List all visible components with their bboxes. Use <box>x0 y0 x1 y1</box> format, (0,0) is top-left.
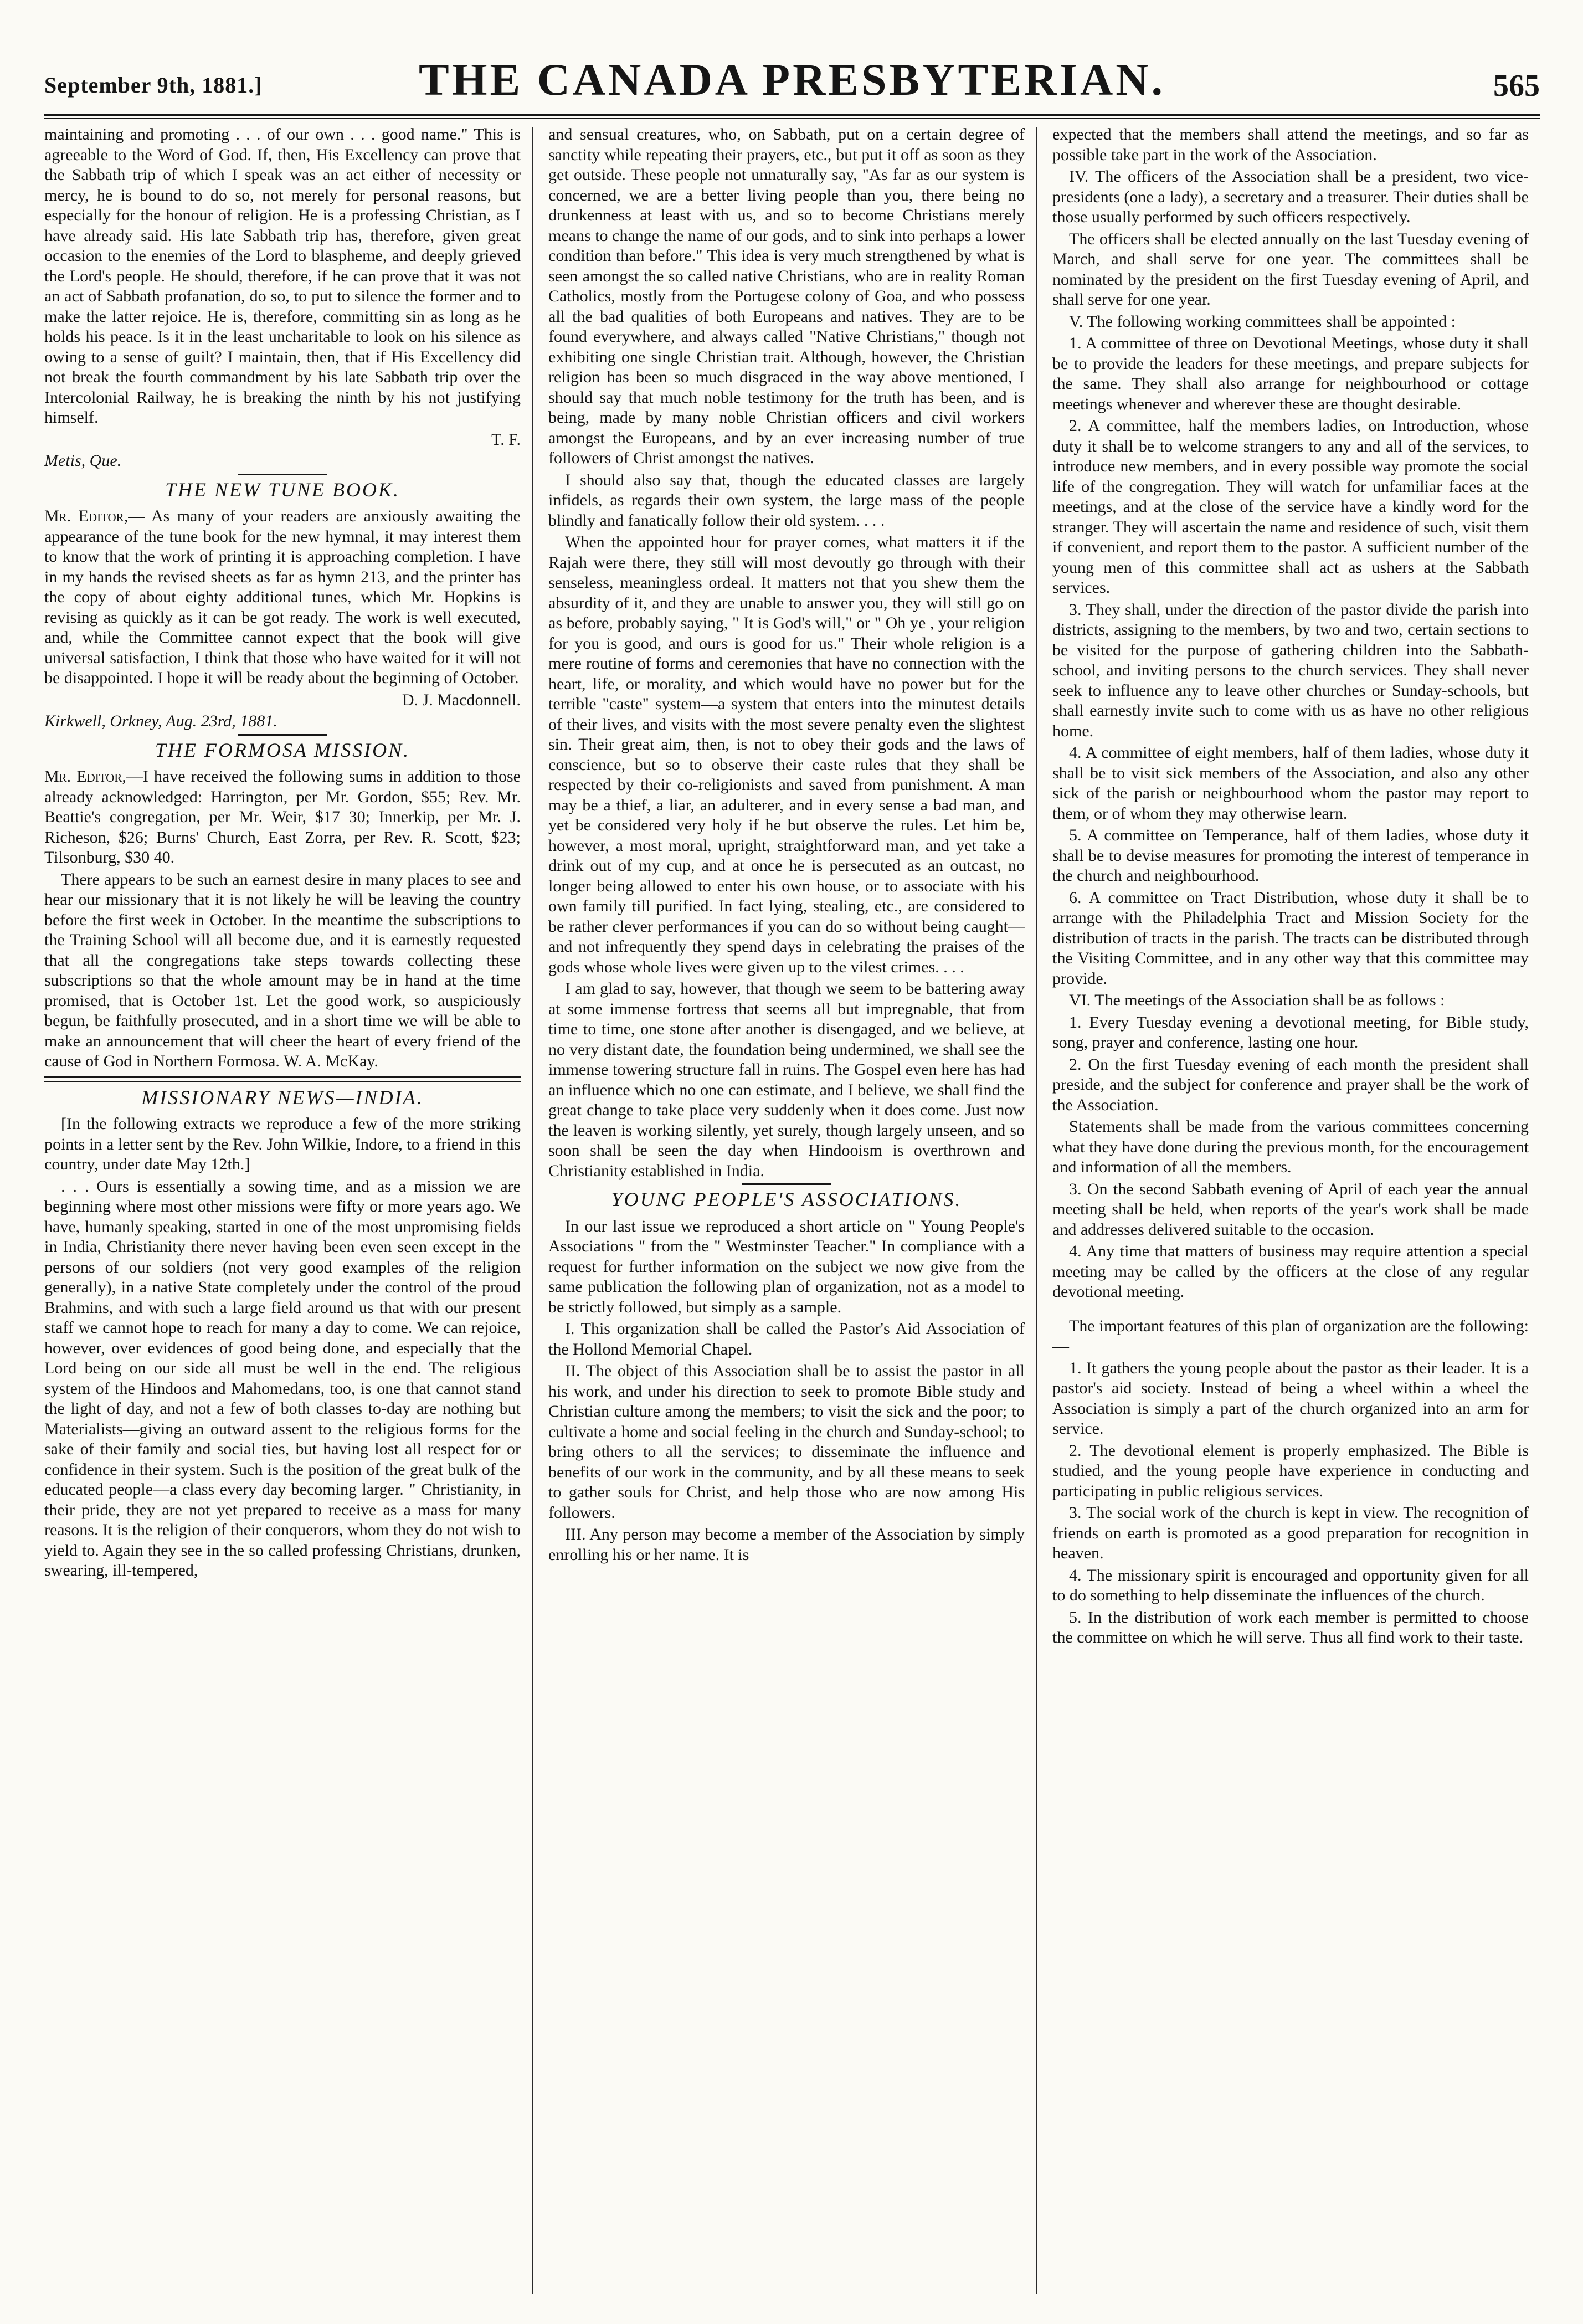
issue-date: September 9th, 1881.] <box>44 73 263 98</box>
india-paragraph-3: When the appointed hour for prayer comes, what matters it if the Rajah were there, they still will most devoutly go through with their senseless, meaningless ordeal. It matters not that you shew them the absurdity of it, and they are unable to answer you, they will still go on as before, probably saying, " It is God's will," or " Oh ye , your religion for you is good, and ours is good for us." Their whole religion is a mere routine of forms and ceremonies that have no connection with the heart, life, or morality, and which would have no power but for the terrible "caste" system—a system that enters into the minutest details of their lives, and visits with the most severe penalty even the slightest sin. Their great aim, then, is not to obey their gods and the laws of conscience, but so to observe their caste rules that they shall be respected by their co-religionists and saved from punishment. A man may be a thief, a liar, an adulterer, and in every sense a bad man, and yet be considered very holy if he but observe the rules. Let him be, however, a most moral, upright, straightforward man, and yet take a drink out of my cup, and at once he is persecuted as an outcast, no longer being allowed to enter his own house, or to associate with his own family till purified. In fact lying, stealing, etc., are considered to be rather clever performances if you can do so without being caught—and not infrequently they spend days in celebrating the praises of the gods whose whole lives were given up to the vilest crimes. . . . <box>548 533 1025 976</box>
formosa-paragraph-2 <box>44 870 521 1072</box>
formosa-text-1: —I have received the following sums in addition to those already acknowledged: Harrington, per Mr. Gordon, $55; Rev. Mr. Beattie's congregation, per Mr. Weir, $17 30; Innerkip, per Mr. J. Richeson, $26; Burns' Church, East Zorra, per Rev. R. Scott, $23; Tilsonburg, $30 40. <box>44 767 521 866</box>
tune-book-lead: Mr. Editor, <box>44 507 129 525</box>
letter-tf-signature: T. F. <box>491 430 521 449</box>
letter-tf-paragraph: maintaining and promoting . . . of our own . . . good name." This is agreeable to the Word of God. If, then, His Excellency can prove that the Sabbath trip of which I speak was an act either of necessity or mercy, he is bound to do so, not merely for personal reasons, but especially for the honour of religion. He is a professing Christian, as I have already said. His late Sabbath trip has, therefore, given great occasion to the enemies of the Lord to blaspheme, and deeply grieved the Lord's people. He should, therefore, if he can prove that it was not an act of Sabbath profanation, do so, to put to silence the former and to make the latter rejoice. He is, therefore, committing sin as long as he holds his peace. Is it in the least uncharitable to look on his silence as owing to a sense of guilt? I maintain, then, that if His Excellency did not break the fourth commandment by his late Sabbath trip over the Intercolonial Railway, he is breaking the ninth by his not justifying himself. <box>44 125 521 427</box>
masthead <box>44 47 1540 108</box>
letter-tf-signature-row <box>44 430 521 450</box>
meeting-item: 3. On the second Sabbath evening of April of each year the annual meeting shall be held, when reports of the year's work shall be made and addresses delivered suitable to the occasion. <box>1052 1179 1529 1239</box>
formosa-signature: W. A. McKay. <box>283 1052 378 1070</box>
features-intro: The important features of this plan of organization are the following:— <box>1052 1316 1529 1355</box>
feature-item: 1. It gathers the young people about the pastor as their leader. It is a pastor's aid society. Instead of being a wheel within a wheel the Association is simply a part of the church organized into an arm for service. <box>1052 1358 1529 1438</box>
column-rule-1 <box>532 127 533 2294</box>
missionary-news-intro: [In the following extracts we reproduce a few of the more striking points in a letter sent by the Rev. John Wilkie, Indore, to a friend in this country, under date May 12th.] <box>44 1115 521 1173</box>
committee-item: 4. A committee of eight members, half of them ladies, whose duty it shall be to visit sick members of the Association, and also any other sick of the parish or neighbourhood whom the pastor may report to them, or of whom they may otherwise learn. <box>1052 743 1529 823</box>
column-rule-2 <box>1036 127 1037 2294</box>
feature-item: 4. The missionary spirit is encouraged and opportunity given for all to do something to help disseminate the influences of the church. <box>1052 1566 1529 1604</box>
tune-book-text: — As many of your readers are anxiously awaiting the appearance of the tune book for the new hymnal, it may interest them to know that the work of printing it is approaching completion. I have in my hands the revised sheets as far as hymn 213, and the printer has the copy of about eighty additional tunes, which Mr. Hopkins is revising as quickly as it can be got ready. The work is well executed, and, while the Committee cannot expect that the book will give universal satisfaction, I think that those who have waited for it will not be disappointed. I hope it will be ready about the beginning of October. <box>44 507 521 687</box>
young-peoples-intro: In our last issue we reproduced a short article on " Young People's Associations " from the " Westminster Teacher." In compliance with a request for further information on the subject we now give from the same publication the following plan of organization, not as a model to be strictly followed, but simply as a sample. <box>548 1217 1025 1316</box>
section-divider <box>238 734 327 736</box>
masthead-rule-bottom <box>44 118 1540 119</box>
meeting-item: 4. Any time that matters of business may require attention a special meeting may be called by the officers at the close of any regular devotional meeting. <box>1052 1242 1529 1301</box>
page-number: 565 <box>1493 69 1540 103</box>
section-divider <box>238 474 327 475</box>
association-paragraph: The officers shall be elected annually on the last Tuesday evening of March, and shall serve for one year. The committees shall be nominated by the president on the first Tuesday evening of April, and shall serve for one year. <box>1052 229 1529 309</box>
india-paragraph-1: and sensual creatures, who, on Sabbath, put on a certain degree of sanctity while repeating their prayers, etc., but put it off as soon as they get outside. These people not unnaturally say, "As far as our system is concerned, we are a better living people than you, there being no drunkenness at least with us, and so to become Christians merely means to change the name of our gods, and to sink into perhaps a lower condition than before." This idea is very much strengthened by what is seen amongst the so called native Christians, who are in reality Roman Catholics, mostly from the Portugese colony of Goa, and who possess all the bad qualities of both Europeans and natives. They are to be found everywhere, and always called "Native Christians," though not exhibiting one single Christian trait. Although, however, the Christian religion has been so much disgraced in the way above mentioned, I should say that much noble testimony for the truth has been, and is being, made by many noble Christian officers and civil workers amongst the Europeans, and by an ever increasing number of true followers of Christ amongst the natives. <box>548 125 1025 467</box>
india-paragraph-4: I am glad to say, however, that though we seem to be battering away at some immense fortress that seems all but impregnable, that from time to time, one stone after another is disengaged, and we believe, at no very distant date, the foundation being undermined, we shall see the immense towering structure fall in ruins. The Gospel even here has had an influence which no one can estimate, and I believe, we shall find the great change to take place very suddenly when it does come. Just now the leaven is working silently, yet surely, though largely unseen, and so soon shall be seen the day when Hindooism is overthrown and Christianity established in India. <box>548 979 1025 1180</box>
formosa-lead: Mr. Editor, <box>44 767 126 786</box>
missionary-news-heading: MISSIONARY NEWS—INDIA. <box>141 1086 424 1109</box>
tune-book-signature: D. J. Macdonnell. <box>402 690 521 709</box>
young-peoples-article-1: I. This organization shall be called the Pastor's Aid Association of the Hollond Memorial Chapel. <box>548 1320 1025 1358</box>
association-paragraph: VI. The meetings of the Association shall be as follows : <box>1069 991 1445 1009</box>
young-peoples-article-3: III. Any person may become a member of the Association by simply enrolling his or her name. It is <box>548 1525 1025 1564</box>
association-paragraph: V. The following working committees shall be appointed : <box>1069 312 1456 331</box>
missionary-news-paragraph: . . . Ours is essentially a sowing time, and as a mission we are beginning where most other missions were fifty or more years ago. We have, humanly speaking, started in one of the most unpromising fields in India, Christianity there never having been even seen except in the persons of our soldiers (not very good examples of the religion generally), in a native State completely under the control of the proud Brahmins, and with such a large field around us that with our present staff we cannot hope to reach for many a day to come. We can rejoice, however, over evidences of good being done, and especially that the Lord being on our side all must be well in the end. The religious system of the Hindoos and Mahomedans, too, is one that cannot stand the light of day, and not a few of both classes to-day are nothing but Materialists—giving an outward assent to the religious forms for the sake of their family and social ties, but having lost all respect for or confidence in their system. Such is the position of the great bulk of the educated people—a class every day becoming larger. " Christianity, in their pride, they are not yet prepared to receive as a mass for many reasons. It is the religion of their conquerors, whom they do not wish to yield to. Again they see in the so called professing Christians, drunken, swearing, ill-tempered, <box>44 1177 521 1579</box>
association-paragraph: expected that the members shall attend the meetings, and so far as possible take part in the work of the Association. <box>1052 125 1529 164</box>
tune-book-paragraph <box>44 506 521 689</box>
newspaper-title: THE CANADA PRESBYTERIAN. <box>419 54 1165 105</box>
association-paragraph: IV. The officers of the Association shall be a president, two vice-presidents (one a lady), a secretary and a treasurer. Their duties shall be those usually performed by such officers respectively. <box>1052 167 1529 226</box>
section-divider-double <box>44 1076 521 1082</box>
column-3 <box>1052 125 1529 2307</box>
committee-item: 6. A committee on Tract Distribution, whose duty it shall be to arrange with the Philadelphia Tract and Mission Society for the distribution of tracts in the parish. The tracts can be distributed through the Visiting Committee, and in any other way that this committee may provide. <box>1052 888 1529 988</box>
feature-item: 2. The devotional element is properly emphasized. The Bible is studied, and the young people have experience in conducting and participating in public religious services. <box>1052 1441 1529 1500</box>
meeting-item: Statements shall be made from the various committees concerning what they have done during the previous month, for the encouragement and information of all the members. <box>1052 1117 1529 1176</box>
meeting-item: 2. On the first Tuesday evening of each month the president shall preside, and the subject for conference and prayer shall be the work of the Association. <box>1052 1055 1529 1114</box>
formosa-text-2: There appears to be such an earnest desire in many places to see and hear our missionary that it is not likely he will be leaving the country before the first week in October. In the meantime the subscriptions to the Training School will all become due, and it is earnestly requested that all the congregations take steps towards collecting these subscriptions so that the whole amount may be in hand at the time promised, that is October 1st. Let the good work, so auspiciously begun, be faithfully prosecuted, and in a short time we will be able to make an announcement that will cheer the heart of every friend of the cause of God in Northern Formosa. <box>44 870 521 1070</box>
meeting-item: 1. Every Tuesday evening a devotional meeting, for Bible study, song, prayer and conference, lasting one hour. <box>1052 1013 1529 1051</box>
column-2 <box>548 125 1025 2307</box>
committee-item: 3. They shall, under the direction of the pastor divide the parish into districts, assigning to the members, by two and two, certain sections to be visited for the purpose of gathering children into the Sabbath-school, and inviting persons to the church services. They shall never seek to influence any to leave other churches or Sunday-schools, but shall earnestly invite such to come with us as have no other religious home. <box>1052 600 1529 740</box>
section-divider <box>742 1183 831 1185</box>
committee-item: 2. A committee, half the members ladies, on Introduction, whose duty it shall be to welcome strangers to any and all of the services, to introduce new members, and in every possible way promote the social life of the congregation. They will watch for unfamiliar faces at the meetings, and at the close of the service have a kindly word for the stranger. They will ascertain the name and residence of such, visit them if convenient, and report them to the pastor. A sufficient number of the young men of this committee shall act as ushers at the Sabbath services. <box>1052 417 1529 597</box>
committee-item: 5. A committee on Temperance, half of them ladies, whose duty it shall be to devise measures for promoting the interest of temperance in the church and neighbourhood. <box>1052 826 1529 885</box>
formosa-paragraph-1 <box>44 767 521 868</box>
letter-tf-place: Metis, Que. <box>44 452 122 470</box>
young-peoples-heading: YOUNG PEOPLE'S ASSOCIATIONS. <box>611 1188 962 1210</box>
india-paragraph-2: I should also say that, though the educated classes are largely infidels, as regards their own system, the large mass of the people blindly and fanatically follow their old system. . . . <box>548 470 1025 530</box>
committee-item: 1. A committee of three on Devotional Meetings, whose duty it shall be to provide the leaders for these meetings, and prepare subjects for the same. They shall also arrange for neighbourhood or cottage meetings whenever and wherever these are thought desirable. <box>1052 334 1529 413</box>
formosa-heading: THE FORMOSA MISSION. <box>155 738 410 761</box>
column-1 <box>44 125 521 2307</box>
masthead-rule-top <box>44 114 1540 116</box>
feature-item: 5. In the distribution of work each member is permitted to choose the committee on which he will serve. Thus all find work to their taste. <box>1052 1608 1529 1646</box>
tune-book-heading: THE NEW TUNE BOOK. <box>165 478 400 501</box>
feature-item: 3. The social work of the church is kept in view. The recognition of friends on earth is promoted as a good preparation for recognition in heaven. <box>1052 1504 1529 1562</box>
tune-book-signature-row <box>44 690 521 711</box>
spacer <box>1052 1304 1529 1316</box>
young-peoples-article-2: II. The object of this Association shall be to assist the pastor in all his work, and under his direction to seek to promote Bible study and Christian culture among the members; to visit the sick and the poor; to cultivate a home and social feeling in the church and Sunday-school; to bring others to all the services; to disseminate the influence and benefits of our work in the community, and by all these means to seek to gather souls for Christ, and help those who are now among His followers. <box>548 1362 1025 1522</box>
tune-book-place: Kirkwell, Orkney, Aug. 23rd, 1881. <box>44 712 277 730</box>
